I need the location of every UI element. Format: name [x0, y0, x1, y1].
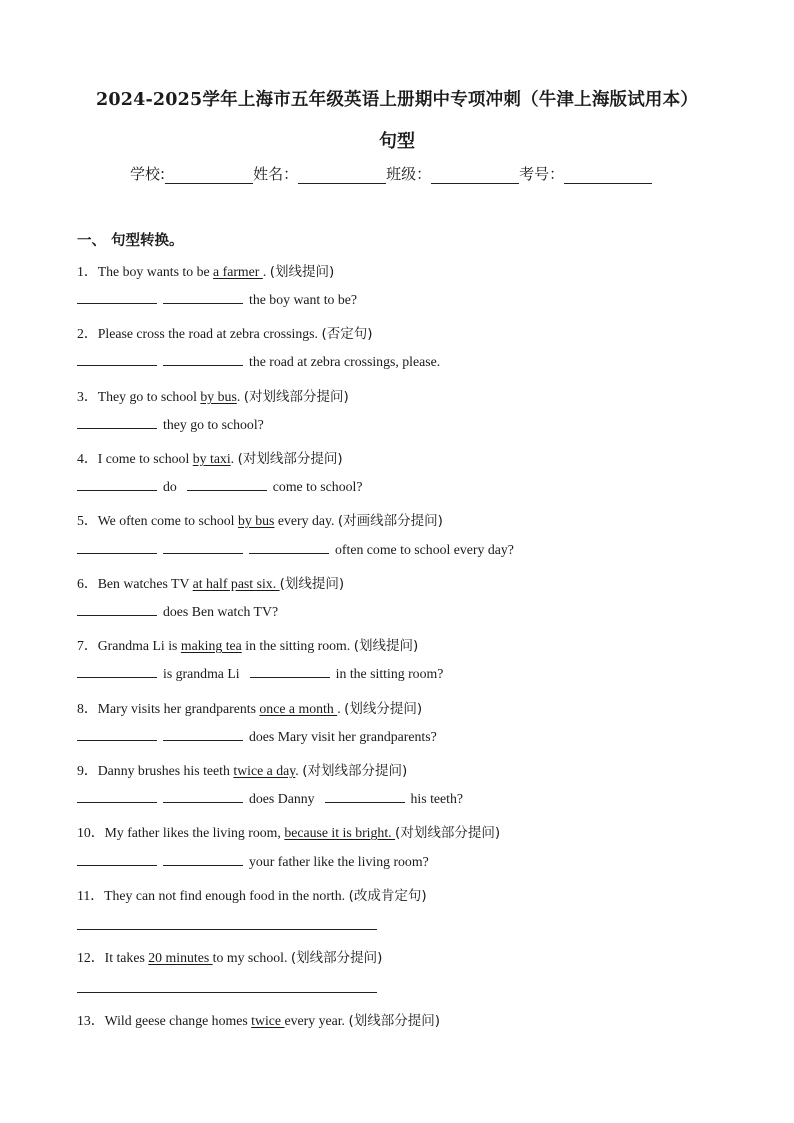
underlined-part: because it is bright.: [284, 825, 396, 840]
answer-blank[interactable]: [77, 291, 157, 304]
question-7: [77, 634, 418, 654]
answer-blank[interactable]: [187, 478, 267, 491]
answer-text: do: [163, 479, 177, 494]
school-label: 学校:: [130, 165, 166, 183]
underlined-part: twice: [251, 1013, 285, 1028]
answer-text: the road at zebra crossings, please.: [249, 354, 441, 369]
question-5: [77, 509, 443, 529]
question-text: It takes: [104, 950, 149, 965]
answer-line-8: [77, 728, 437, 745]
answer-long-blank[interactable]: [77, 992, 377, 993]
question-text: in the sitting room.: [241, 638, 354, 653]
underlined-part: a farmer: [213, 264, 263, 279]
class-label: 班级：: [386, 165, 432, 183]
student-info-row: [130, 163, 652, 184]
question-instruction: (划线提问): [353, 638, 419, 654]
answer-blank[interactable]: [77, 790, 157, 803]
underlined-part: at half past six.: [192, 576, 280, 591]
answer-line-10: [77, 853, 429, 870]
answer-blank[interactable]: [163, 541, 243, 554]
question-text: every year.: [284, 1013, 349, 1028]
question-text: .: [295, 763, 303, 778]
question-instruction: (划线提问): [269, 264, 335, 280]
question-number: 4．: [77, 451, 98, 466]
question-text: We often come to school: [97, 513, 238, 528]
question-text: Mary visits her grandparents: [97, 701, 260, 716]
underlined-part: by bus: [237, 513, 275, 528]
worksheet-subtitle: 句型: [379, 131, 415, 152]
question-3: [77, 385, 349, 405]
answer-blank[interactable]: [77, 541, 157, 554]
question-9: [77, 759, 407, 779]
question-6: [77, 572, 344, 592]
answer-text: his teeth?: [410, 791, 464, 806]
question-number: 3．: [77, 389, 98, 404]
question-instruction: (划线部分提问): [348, 1013, 440, 1029]
question-instruction: (对画线部分提问): [337, 513, 443, 529]
question-text: Wild geese change homes: [104, 1013, 252, 1028]
question-number: 6．: [77, 576, 98, 591]
question-number: 9．: [77, 763, 98, 778]
question-text: .: [262, 264, 270, 279]
answer-text: in the sitting room?: [335, 666, 444, 681]
answer-blank[interactable]: [163, 353, 243, 366]
question-10: [77, 821, 500, 841]
answer-blank[interactable]: [163, 853, 243, 866]
question-2: [77, 322, 373, 342]
name-label: 姓名：: [253, 165, 299, 183]
underlined-part: by bus: [200, 389, 237, 404]
question-number: 8．: [77, 701, 98, 716]
underlined-part: making tea: [180, 638, 242, 653]
answer-blank[interactable]: [163, 291, 243, 304]
question-text: .: [236, 389, 244, 404]
answer-long-blank[interactable]: [77, 929, 377, 930]
worksheet-title: 2024-2025学年上海市五年级英语上册期中专项冲刺（牛津上海版试用本）: [95, 90, 699, 110]
question-text: to my school.: [212, 950, 291, 965]
question-number: 1．: [77, 264, 98, 279]
question-text: .: [337, 701, 345, 716]
answer-text: they go to school?: [163, 417, 264, 432]
answer-line-1: [77, 291, 357, 308]
section-heading: 一、 句型转换。: [77, 233, 184, 249]
answer-blank[interactable]: [77, 728, 157, 741]
answer-blank[interactable]: [163, 790, 243, 803]
answer-text: does Mary visit her grandparents?: [249, 729, 437, 744]
answer-blank[interactable]: [77, 665, 157, 678]
answer-blank[interactable]: [77, 853, 157, 866]
answer-line-9: [77, 790, 463, 807]
answer-blank[interactable]: [163, 728, 243, 741]
question-text: I come to school: [97, 451, 193, 466]
question-instruction: (改成肯定句): [348, 888, 427, 904]
answer-blank[interactable]: [77, 603, 157, 616]
name-field[interactable]: [298, 166, 386, 184]
question-number: 13．: [77, 1013, 105, 1028]
question-12: [77, 946, 382, 966]
question-text: My father likes the living room,: [104, 825, 285, 840]
answer-text: the boy want to be?: [249, 292, 358, 307]
answer-blank[interactable]: [250, 665, 330, 678]
question-instruction: (划线分提问): [344, 701, 423, 717]
question-text: The boy wants to be: [97, 264, 214, 279]
question-instruction: (对划线部分提问): [243, 389, 349, 405]
question-number: 5．: [77, 513, 98, 528]
answer-blank[interactable]: [325, 790, 405, 803]
answer-text: often come to school every day?: [335, 542, 514, 557]
class-field[interactable]: [431, 166, 519, 184]
answer-blank[interactable]: [249, 541, 329, 554]
question-11: [77, 884, 427, 904]
question-instruction: (划线提问): [279, 576, 345, 592]
number-field[interactable]: [564, 166, 652, 184]
question-number: 2．: [77, 326, 98, 341]
question-text: Ben watches TV: [97, 576, 193, 591]
answer-line-2: [77, 353, 440, 370]
question-number: 7．: [77, 638, 98, 653]
answer-text: is grandma Li: [163, 666, 240, 681]
question-instruction: (对划线部分提问): [395, 825, 501, 841]
answer-blank[interactable]: [77, 416, 157, 429]
question-text: Grandma Li is: [97, 638, 181, 653]
answer-line-7: [77, 665, 443, 682]
question-instruction: (对划线部分提问): [237, 451, 343, 467]
question-instruction: (对划线部分提问): [302, 763, 408, 779]
answer-text: does Ben watch TV?: [163, 604, 279, 619]
answer-text: come to school?: [272, 479, 363, 494]
question-13: [77, 1009, 440, 1029]
question-text: Please cross the road at zebra crossings.: [97, 326, 322, 341]
underlined-part: 20 minutes: [148, 950, 213, 965]
question-instruction: (划线部分提问): [290, 950, 383, 966]
question-text: every day.: [274, 513, 338, 528]
question-1: [77, 260, 334, 280]
underlined-part: by taxi: [192, 451, 231, 466]
answer-blank[interactable]: [77, 478, 157, 491]
question-number: 10．: [77, 825, 105, 840]
question-instruction: (否定句): [321, 326, 373, 342]
question-text: .: [230, 451, 238, 466]
answer-line-3: [77, 416, 264, 433]
question-text: Danny brushes his teeth: [97, 763, 234, 778]
answer-line-5: [77, 541, 514, 558]
answer-text: does Danny: [249, 791, 315, 806]
question-4: [77, 447, 343, 467]
question-number: 11．: [77, 888, 105, 903]
underlined-part: once a month: [259, 701, 338, 716]
answer-blank[interactable]: [77, 353, 157, 366]
answer-line-6: [77, 603, 278, 620]
question-number: 12．: [77, 950, 105, 965]
question-text: They go to school: [97, 389, 201, 404]
answer-line-4: [77, 478, 362, 495]
answer-text: your father like the living room?: [249, 854, 429, 869]
question-text: They can not find enough food in the north.: [104, 888, 349, 903]
number-label: 考号：: [519, 165, 565, 183]
underlined-part: twice a day: [233, 763, 296, 778]
school-field[interactable]: [165, 166, 253, 184]
question-8: [77, 697, 422, 717]
